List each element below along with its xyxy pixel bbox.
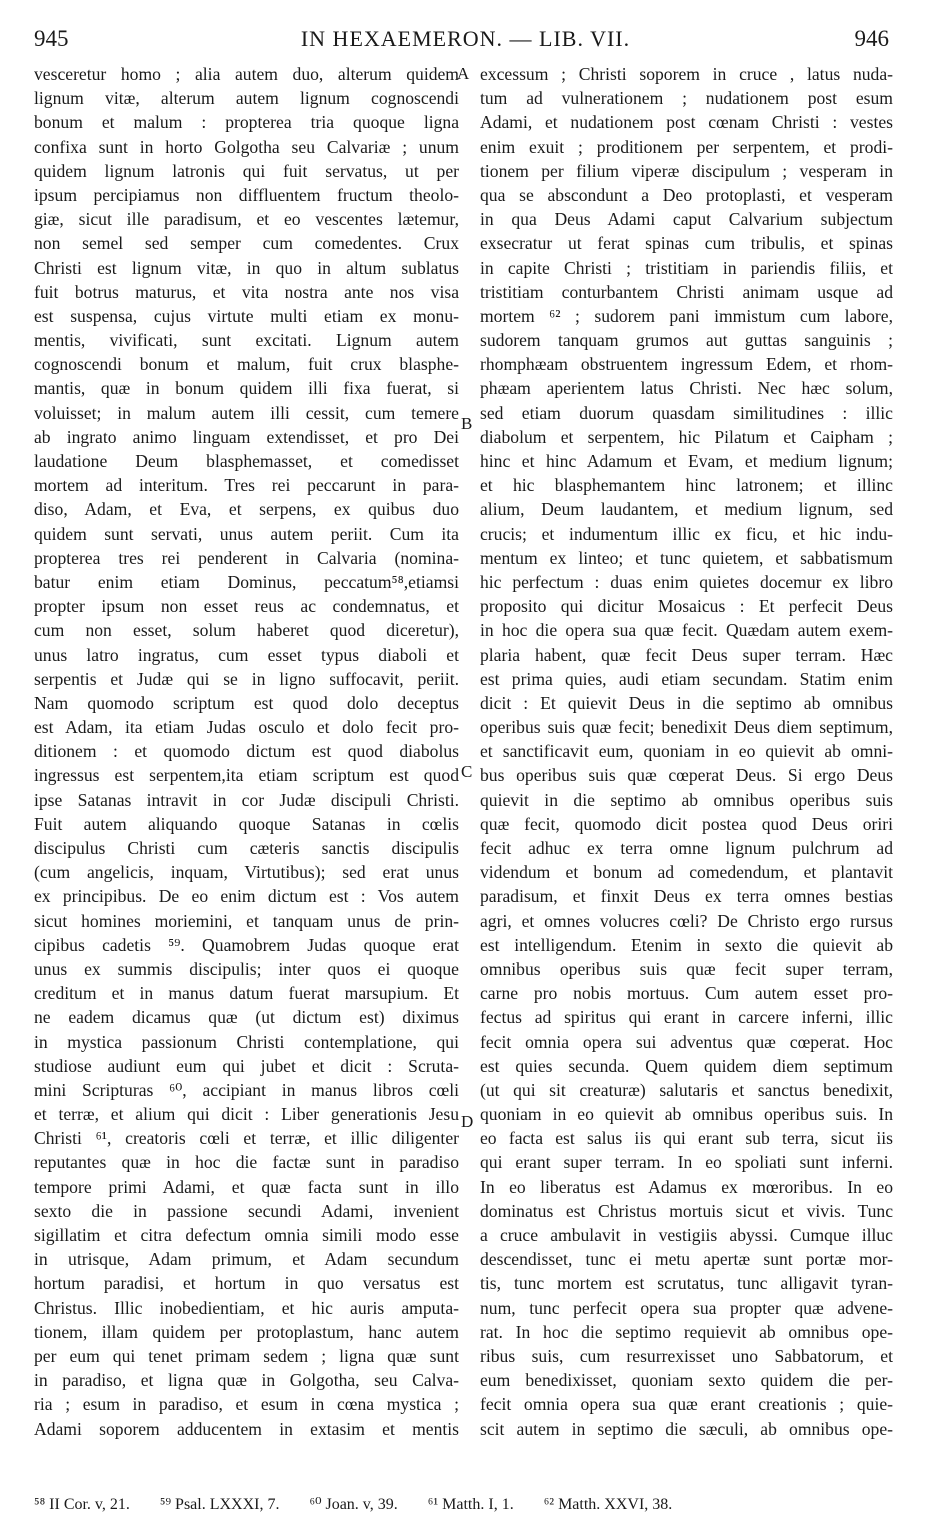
margin-marker-b: B (461, 414, 473, 433)
text-line: in capite Christi ; tristitiam in pariendis filiis, et (480, 257, 893, 278)
text-line: unus latro ingratus, cum esset typus diaboli et (34, 644, 459, 665)
text-line: diso, Adam, et Eva, et serpens, ex quibus duo (34, 499, 459, 520)
text-line: eo facta est salus iis qui erant sub terra, sicut iis (480, 1128, 893, 1149)
text-line: propterea tres rei penderent in Calvaria (nomina- (34, 547, 459, 568)
text-line: fectus ad spiritus qui erant in carcere inferni, illic (480, 1007, 893, 1028)
margin-marker-a: A (457, 64, 470, 83)
text-line: fecit omnia opera sui adventus quæ cœperat. Hoc (480, 1031, 893, 1052)
text-line: ria ; esum in paradiso, et esum in cœna mystica ; (34, 1394, 459, 1415)
text-line: Adami soporem adducentem in extasim et mentis (34, 1418, 459, 1439)
text-line: sicut homines moriemini, et tanquam unus de prin- (34, 910, 459, 931)
text-line: quæ fecit, quomodo dicit postea quod Deus oriri (480, 813, 893, 834)
text-line: tempore primi Adami, et quæ facta sunt in illo (34, 1176, 459, 1197)
running-title: IN HEXAEMERON. — LIB. VII. (300, 26, 631, 51)
text-line: tum ad vulnerationem ; nudationem post esum (480, 88, 893, 109)
text-line: phæam aperientem latus Christi. Nec hæc solum, (480, 378, 893, 399)
text-line: bonum et malum : propterea tria quoque ligna (34, 112, 459, 133)
margin-marker-c: C (461, 762, 473, 781)
text-line: unus ex summis discipulis; inter quos ei quoque (34, 958, 459, 979)
text-line: quievit in die septimo ab omnibus operibus suis (480, 789, 893, 810)
text-line: dicit : Et quievit Deus in die septimo ab omnibus (480, 692, 893, 713)
text-line: est intelligendum. Etenim in sexto die quievit ab (480, 934, 893, 955)
text-line: paradisum, et finxit Deus ex terra omnes bestias (480, 886, 893, 907)
text-line: enim exuit ; proditionem per serpentem, et prodi- (480, 136, 893, 157)
text-line: ribus suis, cum resurrexisset uno Sabbatorum, et (480, 1345, 893, 1366)
text-line: ipse Satanas intravit in cor Judæ discipuli Christi. (34, 789, 459, 810)
text-line: scit autem in septimo die sæculi, ab omnibus ope- (480, 1418, 893, 1439)
text-line: ingressus est serpentem,ita etiam scriptum est quod (34, 765, 459, 786)
text-line: Nam quomodo scriptum est quod dolo deceptus (34, 692, 459, 713)
footnotes (34, 1494, 894, 1514)
text-line: exsecratur ut ferat spinas cum tribulis, et spinas (480, 233, 893, 254)
text-line: qui erant super terram. In eo spoliati sunt inferni. (480, 1152, 893, 1173)
running-header (0, 26, 931, 60)
text-line: tristitiam conturbantem Christi animam usque ad (480, 281, 893, 302)
text-line: est prima quies, audi etiam secundam. Statim enim (480, 668, 893, 689)
text-line: operibus suis quæ fecit; benedixit Deus diem septimum, (480, 717, 893, 738)
text-line: excessum ; Christi soporem in cruce , latus nuda- (480, 64, 893, 84)
text-line: sed etiam duorum quasdam similitudines : illic (480, 402, 893, 423)
text-line: carne pro nobis mortuus. Cum autem esset pro- (480, 983, 893, 1004)
text-line: mentis, vivificati, sunt excitati. Lignum autem (34, 330, 459, 351)
text-line: cum non esset, solum haberet quod diceretur), (34, 620, 459, 641)
text-line: hortum paradisi, et hortum in quo versatus est (34, 1273, 459, 1294)
text-line: ab ingrato animo linguam extendisset, et pro Dei (34, 426, 459, 447)
text-line: dominatus est Christus mortuis sicut et vivis. Tunc (480, 1200, 893, 1221)
footnote-62: ⁶² Matth. XXVI, 38. (543, 1496, 673, 1513)
text-line: fecit adhuc ex terra omne lignum pulchrum ad (480, 838, 893, 858)
text-line: fecit omnia opera sua quæ erant creationis ; quie- (480, 1394, 893, 1415)
footnote-59: ⁵⁹ Psal. LXXXI, 7. (159, 1496, 280, 1513)
text-line: tionem per filium viperæ discipulum ; vesperam in (480, 160, 893, 181)
text-line: Christi ⁶¹, creatoris cœli et terræ, et illic diligenter (34, 1128, 459, 1149)
text-line: mortem ⁶² ; sudorem pani immistum cum labore, (480, 305, 893, 326)
text-line: qua se abscondunt a Deo protoplasti, et vesperam (480, 184, 893, 205)
page-number-right: 946 (854, 26, 889, 51)
text-line: eum benedixisset, quoniam sexto quidem die per- (480, 1370, 893, 1391)
text-line: ex principibus. De eo enim dictum est : Vos autem (34, 886, 459, 907)
text-line: quidem lignum latronis qui fuit servatus, ut per (34, 160, 459, 181)
text-line: mortem ad interitum. Tres rei peccarunt in para- (34, 475, 459, 496)
text-line: videndum et bonum ad comedendum, et plantavit (480, 862, 893, 883)
text-line: Christi est lignum vitæ, in quo in altum sublatus (34, 257, 459, 278)
text-line: sexto die in passione secundi Adami, invenient (34, 1200, 459, 1221)
text-line: confixa sunt in horto Golgotha seu Calvariæ ; unum (34, 136, 459, 157)
text-line: (cum angelicis, inquam, Virtutibus); sed erat unus (34, 862, 459, 883)
text-line: cognoscendi bonum et malum, fuit crux blasphe- (34, 354, 459, 375)
text-line: studiose audiunt eum qui jubet et dicit : Scruta- (34, 1055, 459, 1076)
text-line: in utrisque, Adam primum, et Adam secundum (34, 1249, 459, 1270)
text-line: quoniam in eo quievit ab omnibus operibus suis. In (480, 1104, 893, 1125)
text-line: non semel sed semper cum comedentes. Crux (34, 233, 459, 254)
text-line: reputantes quæ in hoc die factæ sunt in paradiso (34, 1152, 459, 1173)
text-line: descendisset, tunc ei metu apertæ sunt portæ mor- (480, 1249, 893, 1270)
text-line: lignum vitæ, alterum autem lignum cognoscendi (34, 88, 459, 109)
text-line: est suspensa, cujus virtute multi etiam ex monu- (34, 305, 459, 326)
text-line: Christus. Illic inobedientiam, et hic auris amputa- (34, 1297, 459, 1318)
text-line: giæ, sicut ille paradisum, et eo vescentes lætemur, (34, 209, 459, 230)
text-line: fuit botrus maturus, et vita nostra ante nos visa (34, 281, 459, 302)
text-line: (ut qui sit creaturæ) salutaris et sanctus benedixit, (480, 1079, 893, 1100)
text-line: crucis; et indumentum illic ex ficu, et hic indu- (480, 523, 893, 544)
text-line: diabolum et serpentem, hic Pilatum et Caipham ; (480, 426, 893, 447)
text-line: laudatione Deum blasphemasset, et comedisset (34, 451, 459, 471)
footnote-58: ⁵⁸ II Cor. v, 21. (34, 1496, 130, 1513)
text-line: proposito qui dicitur Mosaicus : Et perfecit Deus (480, 596, 893, 617)
text-line: in mystica passionum Christi contemplatione, qui (34, 1031, 459, 1052)
text-line: creditum et in manus datum fuerat marsupium. Et (34, 983, 459, 1004)
text-line: hic perfectum : duas enim quietes docemur ex libro (480, 571, 893, 592)
text-line: et terræ, et alium qui dicit : Liber generationis Jesu (34, 1104, 459, 1125)
text-line: et sanctificavit eum, quoniam in eo quievit ab omni- (480, 741, 893, 762)
text-line: est quies secunda. Quem quidem diem septimum (480, 1055, 893, 1076)
footnote-60: ⁶⁰ Joan. v, 39. (309, 1496, 398, 1513)
text-line: Adami, et nudationem post cœnam Christi : vestes (480, 112, 893, 133)
text-line: rhomphæam obstruentem ingressum Edem, et rhom- (480, 354, 893, 375)
text-line: Fuit autem aliquando quoque Satanas in cœlis (34, 813, 459, 834)
text-line: alium, Deum laudantem, et medium lignum, sed (480, 499, 893, 520)
text-line: batur enim etiam Dominus, peccatum⁵⁸,etiamsi (34, 571, 459, 592)
text-line: in qua Deus Adami caput Calvarium subjectum (480, 209, 893, 230)
text-line: omnibus operibus suis quæ fecit super terram, (480, 958, 893, 979)
text-line: rat. In hoc die septimo requievit ab omnibus ope- (480, 1321, 893, 1342)
text-line: tis, tunc mortem est scrutatus, tunc alligavit tyran- (480, 1273, 893, 1294)
text-line: mantis, quæ in bonum quidem illi fixa fuerat, si (34, 378, 459, 399)
text-line: est Adam, ita etiam Judas osculo et dolo fecit pro- (34, 717, 459, 738)
text-line: quidem sunt servati, unus autem periit. Cum ita (34, 523, 459, 544)
text-line: discipulus Christi cum cæteris sanctis discipulis (34, 838, 459, 858)
text-line: a cruce ambulavit in vestigiis abyssi. Cumque illuc (480, 1225, 893, 1245)
text-line: ipsum percipiamus non diffluentem fructum theolo- (34, 184, 459, 205)
text-line: in paradiso, et ligna quæ in Golgotha, seu Calva- (34, 1370, 459, 1391)
text-line: mentum ex linteo; et tunc quietem, et sabbatismum (480, 547, 893, 568)
text-line: plaria habent, quæ fecit Deus super terram. Hæc (480, 644, 893, 665)
text-line: agri, et omnes volucres cœli? De Christo ergo rursus (480, 910, 893, 931)
right-column (480, 62, 893, 1441)
text-line: in hoc die opera sua quæ fecit. Quædam autem exem- (480, 620, 893, 641)
text-line: sudorem tanquam grumos aut guttas sanguinis ; (480, 330, 893, 351)
left-column (34, 62, 459, 1441)
text-line: vesceretur homo ; alia autem duo, alterum quidem (34, 64, 459, 84)
text-line: sigillatim et citra defectum omnia simili modo esse (34, 1225, 459, 1245)
text-line: cipibus cadetis ⁵⁹. Quamobrem Judas quoque erat (34, 934, 459, 955)
page-number-left: 945 (34, 26, 69, 51)
text-line: In eo liberatus est Adamus ex mœroribus. In eo (480, 1176, 893, 1197)
text-line: num, tunc perfecit opera sua propter quæ advene- (480, 1297, 893, 1318)
text-line: mini Scripturas ⁶⁰, accipiant in manus libros cœli (34, 1079, 459, 1100)
text-line: hinc et hinc Adamum et Evam, et medium lignum; (480, 451, 893, 471)
text-line: propter ipsum non esset reus ac condemnatus, et (34, 596, 459, 617)
footnote-61: ⁶¹ Matth. I, 1. (427, 1496, 514, 1513)
text-line: ne eadem dicamus quæ (ut dictum est) diximus (34, 1007, 459, 1028)
text-line: tionem, illam quidem per protoplastum, hanc autem (34, 1321, 459, 1342)
text-line: bus operibus suis quæ cœperat Deus. Si ergo Deus (480, 765, 893, 786)
text-line: et hic blasphemantem hinc latronem; et illinc (480, 475, 893, 496)
text-line: ditionem : et quomodo dictum est quod diabolus (34, 741, 459, 762)
margin-marker-d: D (461, 1112, 474, 1131)
text-line: serpentis et Judæ qui se in ligno suffocavit, periit. (34, 668, 459, 689)
text-line: voluisset; in malum autem illi cessit, cum temere (34, 402, 459, 423)
text-line: per eum qui tenet primam sedem ; ligna quæ sunt (34, 1345, 459, 1366)
